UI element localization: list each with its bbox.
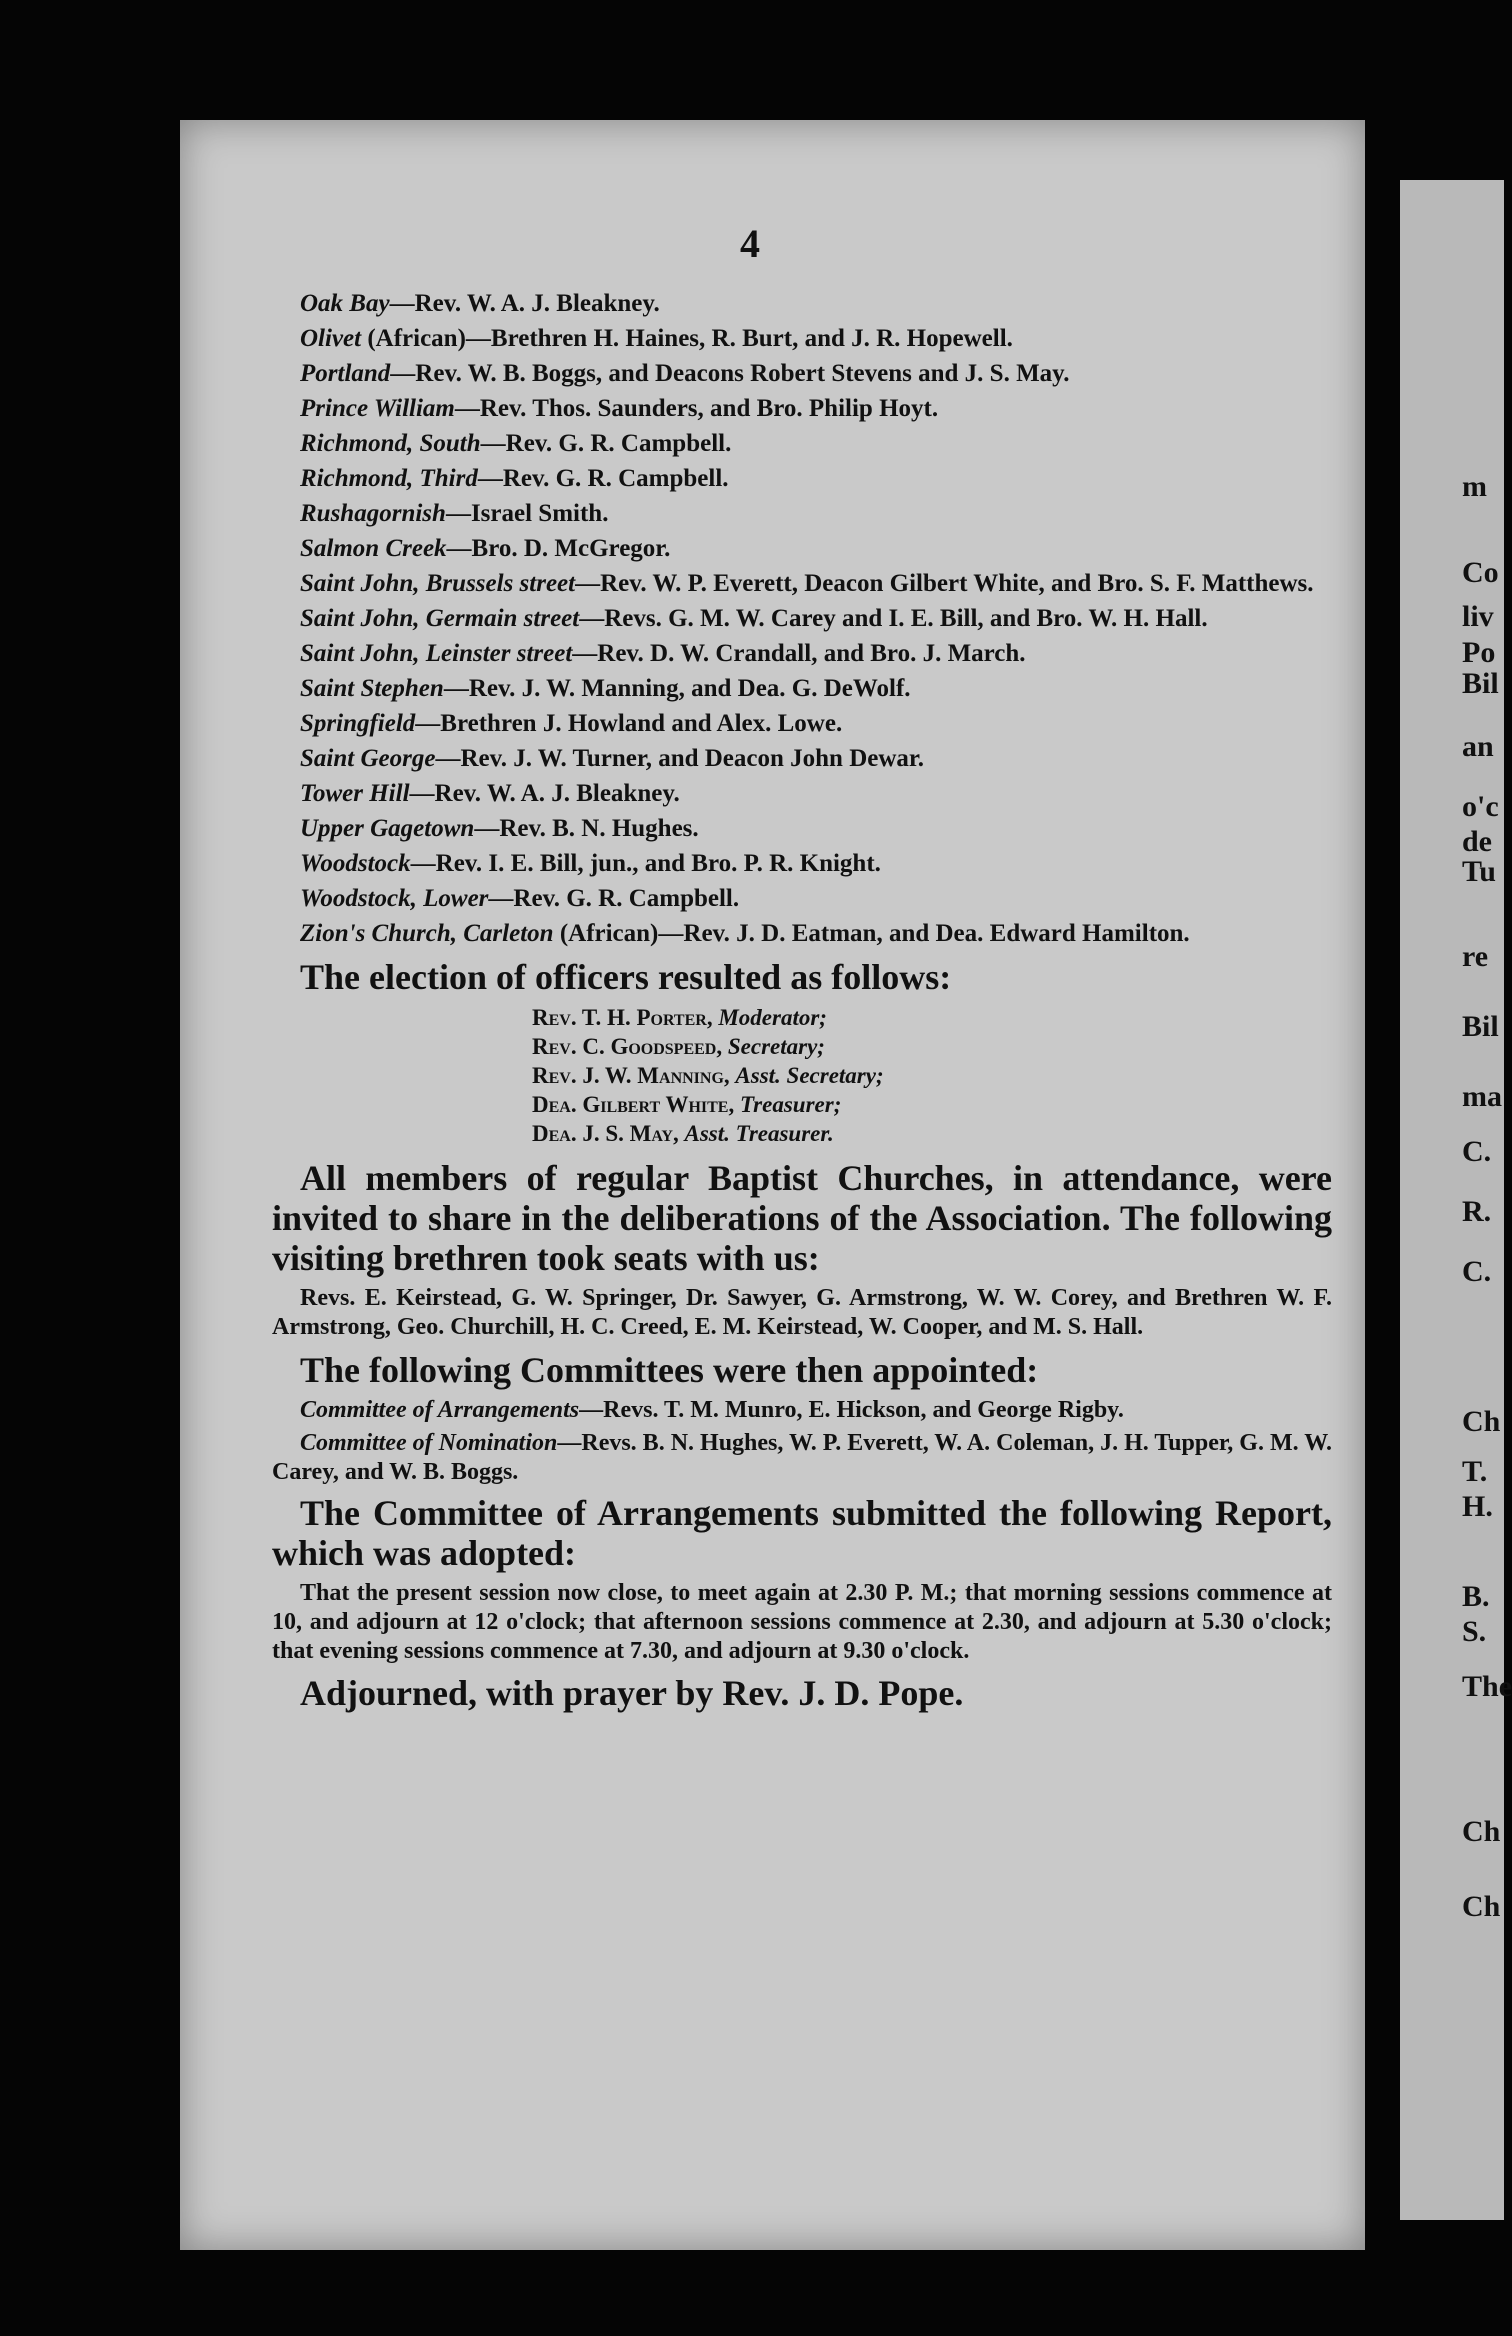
church-entry [272,673,1332,704]
church-name: Richmond, South [300,430,481,457]
adjacent-page-fragment: R. [1462,1195,1492,1228]
adjacent-page-fragment: o'c [1462,790,1499,823]
officer-role: Asst. Secretary; [735,1063,884,1088]
church-entry [272,393,1332,424]
officer-role: Moderator; [718,1005,827,1030]
church-name: Springfield [300,710,416,737]
church-name: Olivet [300,325,362,352]
church-entry [272,778,1332,809]
church-name: Saint John, Brussels street [300,570,576,597]
church-entry [272,323,1332,354]
committee-entry [272,1429,1332,1487]
church-delegates: —Rev. G. R. Campbell. [480,430,732,457]
committee-name: Committee of Nomination [300,1430,558,1456]
adjacent-page-fragment: C. [1462,1135,1492,1168]
committee-members: —Revs. B. N. Hughes, W. P. Everett, W. A. Coleman, J. H. Tupper, G. M. W. Carey, and W. B. Boggs. [272,1430,1333,1485]
officer-entry [532,1090,1332,1119]
church-entry [272,428,1332,459]
church-delegates: —Rev. B. N. Hughes. [474,815,699,842]
adjacent-page-fragment: re [1462,940,1489,973]
officer-list [532,1003,1332,1148]
church-name: Salmon Creek [300,535,447,562]
adjacent-page-fragment: B. [1462,1580,1490,1613]
church-name: Oak Bay [300,290,390,317]
church-entry [272,638,1332,669]
visitors-list: Revs. E. Keirstead, G. W. Springer, Dr. Sawyer, G. Armstrong, W. W. Corey, and Brethren W. F. Armstrong, Geo. Churchill, H. C. Creed, E. M. Keirstead, W. Cooper, and M. S. Hall. [272,1285,1332,1340]
church-name: Rushagornish [300,500,446,527]
officer-name: Dea. Gilbert White, [532,1092,740,1117]
church-name: Saint George [300,745,436,772]
church-entry [272,358,1332,389]
adjacent-page-fragment: Ch [1462,1815,1501,1848]
church-delegates: (African)—Rev. J. D. Eatman, and Dea. Edward Hamilton. [553,920,1190,947]
officer-entry [532,1003,1332,1032]
document-page [180,120,1365,2250]
church-delegates: —Revs. G. M. W. Carey and I. E. Bill, and Bro. W. H. Hall. [579,605,1208,632]
adjacent-page-fragment: The [1462,1670,1512,1703]
adjacent-page-fragment: Bil [1462,667,1499,700]
church-entry [272,603,1332,634]
church-delegates: (African)—Brethren H. Haines, R. Burt, and J. R. Hopewell. [361,325,1013,352]
church-delegates: —Rev. W. P. Everett, Deacon Gilbert White, and Bro. S. F. Matthews. [575,570,1314,597]
church-name: Richmond, Third [300,465,478,492]
report-heading: The Committee of Arrangements submitted the following Report, which was adopted: [272,1493,1332,1573]
church-entry [272,883,1332,914]
adjacent-page-fragment: Bil [1462,1010,1499,1043]
church-list [272,288,1332,949]
officer-role: Treasurer; [739,1092,842,1117]
officer-entry [532,1032,1332,1061]
officer-name: Dea. J. S. May, [532,1121,685,1146]
adjacent-page-fragment: liv [1462,600,1494,633]
church-delegates: —Rev. I. E. Bill, jun., and Bro. P. R. Knight. [410,850,881,877]
adjacent-page-fragment: an [1462,730,1494,763]
committee-members: —Revs. T. M. Munro, E. Hickson, and George Rigby. [579,1397,1124,1423]
church-delegates: —Rev. W. B. Boggs, and Deacons Robert Stevens and J. S. May. [390,360,1070,387]
church-delegates: —Rev. W. A. J. Bleakney. [409,780,680,807]
church-delegates: —Rev. D. W. Crandall, and Bro. J. March. [572,640,1026,667]
committees-heading: The following Committees were then appointed: [300,1350,1039,1390]
church-entry [272,708,1332,739]
church-entry [272,533,1332,564]
church-entry [272,848,1332,879]
church-entry [272,918,1332,949]
page-body [272,288,1332,1714]
church-entry [272,813,1332,844]
church-entry [272,568,1332,599]
church-delegates: —Rev. G. R. Campbell. [488,885,740,912]
church-name: Upper Gagetown [300,815,475,842]
church-delegates: —Rev. G. R. Campbell. [477,465,729,492]
church-entry [272,288,1332,319]
committee-name: Committee of Arrangements [300,1397,580,1423]
adjacent-page-fragment: Po [1462,636,1496,669]
church-entry [272,743,1332,774]
officer-name: Rev. J. W. Manning, [532,1063,736,1088]
church-name: Zion's Church, Carleton [300,920,554,947]
officer-entry [532,1061,1332,1090]
committee-entry [272,1396,1332,1425]
church-entry [272,498,1332,529]
church-delegates: —Rev. J. W. Turner, and Deacon John Dewar. [435,745,924,772]
committee-list [272,1396,1332,1487]
church-name: Saint John, Leinster street [300,640,573,667]
adjacent-page-fragment: C. [1462,1255,1492,1288]
church-delegates: —Rev. J. W. Manning, and Dea. G. DeWolf. [443,675,911,702]
church-delegates: —Rev. Thos. Saunders, and Bro. Philip Hoyt. [454,395,939,422]
adjacent-page-fragment: S. [1462,1615,1487,1648]
officer-entry [532,1119,1332,1148]
adjacent-page-fragment: Tu [1462,855,1496,888]
members-paragraph: All members of regular Baptist Churches, in attendance, were invited to share in the deliberations of the Association. The following visiting brethren took seats with us: [272,1158,1332,1278]
church-name: Saint Stephen [300,675,444,702]
church-name: Portland [300,360,391,387]
church-name: Woodstock [300,850,411,877]
adjacent-page-fragment: Co [1462,556,1499,589]
church-delegates: —Bro. D. McGregor. [446,535,671,562]
adjacent-page-fragment: T. [1462,1455,1488,1488]
officer-role: Secretary; [727,1034,825,1059]
church-delegates: —Brethren J. Howland and Alex. Lowe. [415,710,843,737]
adjacent-page-fragment: Ch [1462,1405,1501,1438]
page-number: 4 [740,221,760,266]
church-name: Prince William [300,395,455,422]
officer-role: Asst. Treasurer. [684,1121,834,1146]
church-name: Saint John, Germain street [300,605,580,632]
adjacent-page-fragment: m [1462,470,1487,503]
election-heading: The election of officers resulted as follows: [300,957,952,997]
adjacent-page-fragment: de [1462,825,1492,858]
adjacent-page-fragment: ma [1462,1080,1502,1113]
church-delegates: —Rev. W. A. J. Bleakney. [389,290,660,317]
church-entry [272,463,1332,494]
church-name: Woodstock, Lower [300,885,489,912]
officer-name: Rev. C. Goodspeed, [532,1034,728,1059]
closing-line: Adjourned, with prayer by Rev. J. D. Pope. [300,1673,964,1713]
report-text: That the present session now close, to meet again at 2.30 P. M.; that morning sessions commence at 10, and adjourn at 12 o'clock; that afternoon sessions commence at 2.30, and adjourn at 5.30 o'clock; that evening sessions commence at 7.30, and adjourn at 9.30 o'clock. [272,1580,1332,1664]
church-delegates: —Israel Smith. [445,500,609,527]
church-name: Tower Hill [300,780,410,807]
adjacent-page-fragment: Ch [1462,1890,1501,1923]
adjacent-page-fragment: H. [1462,1490,1493,1523]
officer-name: Rev. T. H. Porter, [532,1005,719,1030]
